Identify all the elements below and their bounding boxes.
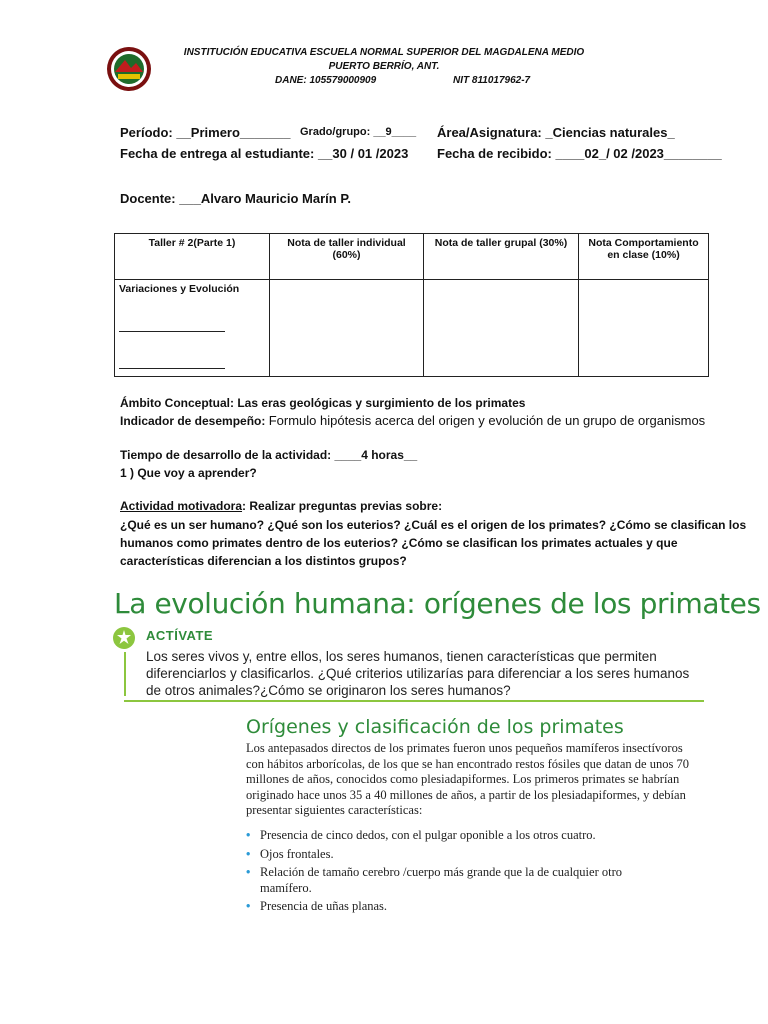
activate-divider-horizontal [124,700,704,702]
table-header-taller: Taller # 2(Parte 1) [115,234,270,280]
dane-code: DANE: 105579000909 [275,75,377,86]
grade-cell-grupal[interactable] [424,280,579,377]
grade-cell-individual[interactable] [270,280,424,377]
indicador-desempeno [120,413,705,428]
indicador-label: Indicador de desempeño: [120,414,266,428]
grades-table [114,233,709,377]
area-field: Área/Asignatura: _Ciencias naturales_ [437,125,675,140]
tiempo-desarrollo: Tiempo de desarrollo de la actividad: ____4 horas__ [120,448,418,462]
gear-icon [112,626,136,650]
list-item: • Presencia de uñas planas. [246,899,646,915]
activate-divider-vertical [124,652,126,696]
characteristics-list [246,828,646,918]
nit-code: NIT 811017962-7 [453,75,531,86]
actividad-motivadora [120,499,442,513]
activate-text: Los seres vivos y, entre ellos, los seres humanos, tienen características que permiten diferenciarlos y clasificarlos. ¿Qué criterios utilizarías para diferenciar a los seres humanos de otros animales?¿Cómo se originaron los seres humanos? [146,649,690,698]
actividad-label: Actividad motivadora [120,499,243,513]
blank-line-1 [119,317,225,332]
table-header-comportamiento: Nota Comportamiento en clase (10%) [579,234,709,280]
ambito-conceptual: Ámbito Conceptual: Las eras geológicas y surgimiento de los primates [120,396,526,410]
book-title: La evolución humana: orígenes de los primates [114,587,761,620]
grade-cell-comportamiento[interactable] [579,280,709,377]
periodo-field: Período: __Primero_______ [120,125,291,140]
origin-paragraph: Los antepasados directos de los primates fueron unos pequeños mamíferos insectívoros con hábitos arborícolas, de los que se han encontrado restos fósiles que datan de unos 70 millones de años, conocidos como plesiadapiformes. Los primeros primates se habrían originado hace unos 35 a 40 millones de años, a partir de los plesiadapiformes, y debían presentar siguientes características: [246,741,689,817]
table-row-label: Variaciones y Evolución [119,283,240,295]
list-item: • Presencia de cinco dedos, con el pulgar oponible a los otros cuatro. [246,828,646,844]
list-item: • Relación de tamaño cerebro /cuerpo más grande que la de cualquier otro mamífero. [246,865,646,896]
activate-label: ACTÍVATE [146,628,214,643]
institution-name: INSTITUCIÓN EDUCATIVA ESCUELA NORMAL SUPERIOR DEL MAGDALENA MEDIO [183,47,585,58]
indicador-text: Formulo hipótesis acerca del origen y evolución de un grupo de organismos [268,413,706,428]
fecha-entrega-field: Fecha de entrega al estudiante: __30 / 01 /2023 [120,146,409,161]
section-subtitle: Orígenes y clasificación de los primates [246,716,624,738]
table-header-grupal: Nota de taller grupal (30%) [424,234,579,280]
blank-line-2 [119,354,225,369]
institution-city: PUERTO BERRÍO, ANT. [328,61,440,72]
table-header-individual: Nota de taller individual (60%) [270,234,424,280]
que-voy-aprender: 1 ) Que voy a aprender? [120,466,257,480]
preguntas-previas: ¿Qué es un ser humano? ¿Qué son los euterios? ¿Cuál es el origen de los primates? ¿Cómo se clasifican los humanos como primates dentro de los euterios? ¿Cómo se clasifican los primates actuales y que características diferencian a los distintos grupos? [120,518,747,568]
actividad-rest: : Realizar preguntas previas sobre: [242,499,443,513]
table-row-label-cell [115,280,270,377]
docente-field: Docente: ___Alvaro Mauricio Marín P. [120,191,351,206]
list-item: • Ojos frontales. [246,847,646,863]
fecha-recibido-field: Fecha de recibido: ____02_/ 02 /2023________ [437,146,722,161]
grado-field: Grado/grupo: __9____ [300,126,417,138]
